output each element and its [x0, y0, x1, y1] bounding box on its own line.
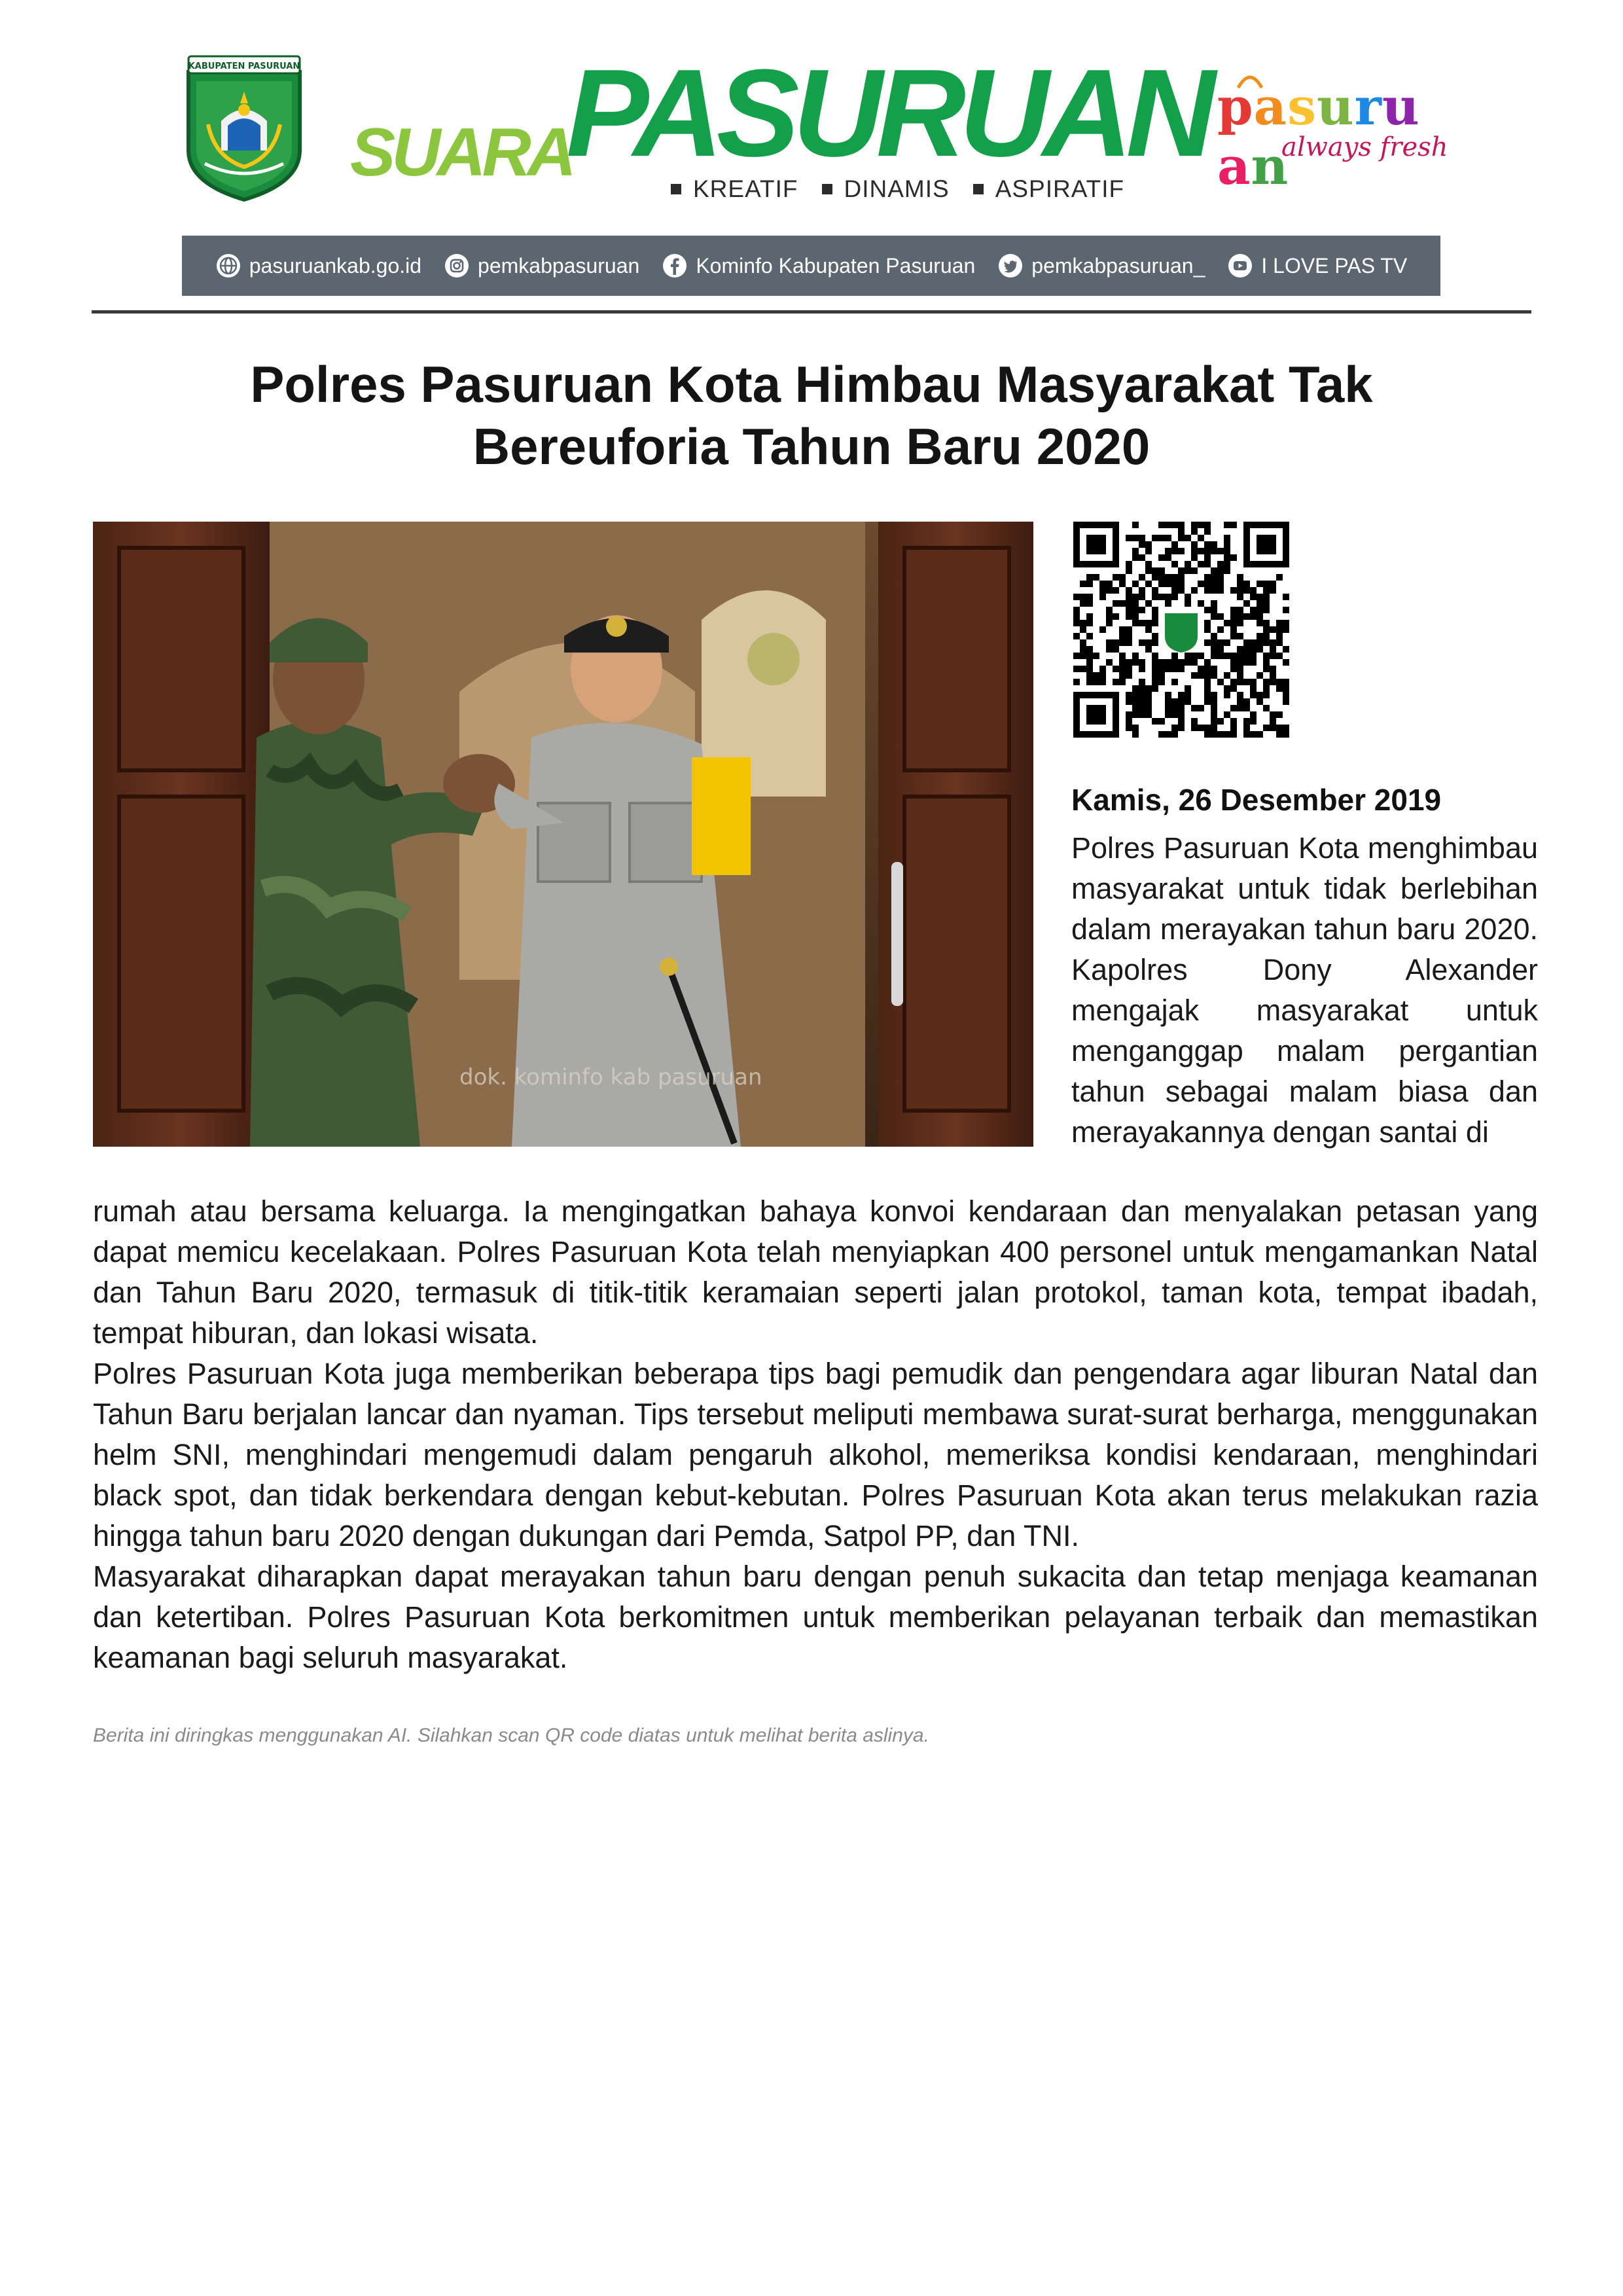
brand-word: pasuruan — [1217, 77, 1420, 196]
social-label: I LOVE PAS TV — [1261, 253, 1408, 278]
masthead-pasuruan: PASURUAN — [566, 44, 1209, 183]
pasuruan-crest-logo — [182, 52, 306, 203]
social-instagram[interactable] — [444, 253, 639, 279]
tagline-item: ASPIRATIF — [995, 175, 1125, 202]
social-label: Kominfo Kabupaten Pasuruan — [696, 253, 976, 278]
title-line-2: Bereuforia Tahun Baru 2020 — [473, 418, 1150, 476]
ai-summary-footnote: Berita ini diringkas menggunakan AI. Silahkan scan QR code diatas untuk melihat berita aslinya. — [93, 1725, 929, 1746]
bullet-square-icon — [822, 184, 832, 194]
body-paragraph: Masyarakat diharapkan dapat merayakan tahun baru dengan penuh sukacita dan tetap menjaga keamanan dan ketertiban. Polres Pasuruan Kota berkomitmen untuk memberikan pelayanan terbaik dan memastikan keamanan bagi seluruh masyarakat. — [93, 1560, 1538, 1674]
bullet-square-icon — [671, 184, 681, 194]
social-bar — [182, 236, 1440, 296]
body-paragraph: Polres Pasuruan Kota juga memberikan beberapa tips bagi pemudik dan pengendara agar liburan Natal dan Tahun Baru berjalan lancar dan nyaman. Tips tersebut meliputi membawa surat-surat berharga, menggunakan helm SNI, menghindari mengemudi dalam pengaruh alkohol, memeriksa kondisi kendaraan, menghindari black spot, dan tidak berkendara dengan kebut-kebutan. Polres Pasuruan Kota akan terus melakukan razia hingga tahun baru 2020 dengan dukungan dari Pemda, Satpol PP, dan TNI. — [93, 1357, 1538, 1552]
social-label: pasuruankab.go.id — [249, 253, 422, 278]
body-paragraph: rumah atau bersama keluarga. Ia mengingatkan bahaya konvoi kendaraan dan menyalakan petasan yang dapat memicu kecelakaan. Polres Pasuruan Kota telah menyiapkan 400 personel untuk mengamankan Natal dan Tahun Baru 2020, termasuk di titik-titik keramaian seperti jalan protokol, taman kota, tempat ibadah, tempat hiburan, dan lokasi wisata. — [93, 1194, 1538, 1350]
twitter-icon — [997, 253, 1024, 279]
article-date: Kamis, 26 Desember 2019 — [1071, 783, 1442, 817]
qr-crest-icon — [1165, 613, 1198, 653]
title-line-1: Polres Pasuruan Kota Himbau Masyarakat Tak — [250, 355, 1373, 413]
article-body — [93, 1191, 1538, 1678]
brand-tagline: always fresh — [1281, 132, 1448, 162]
tagline — [671, 175, 1124, 203]
social-label: pemkabpasuruan — [478, 253, 640, 278]
social-website[interactable] — [215, 253, 421, 279]
crest-text: KABUPATEN PASURUAN — [188, 62, 300, 71]
article-title — [92, 353, 1531, 478]
article-photo — [93, 522, 1033, 1147]
social-twitter[interactable] — [997, 253, 1205, 279]
photo-watermark: dok. kominfo kab pasuruan — [459, 1064, 762, 1090]
globe-icon — [215, 253, 241, 279]
social-facebook[interactable] — [662, 253, 975, 279]
sun-icon — [1237, 71, 1263, 89]
social-label: pemkabpasuruan_ — [1031, 253, 1205, 278]
tagline-item: DINAMIS — [844, 175, 950, 202]
qr-code[interactable] — [1073, 522, 1289, 738]
tagline-item: KREATIF — [693, 175, 798, 202]
masthead — [350, 44, 1209, 211]
pasuruan-always-fresh-logo — [1217, 77, 1453, 196]
youtube-icon — [1227, 253, 1253, 279]
instagram-icon — [444, 253, 470, 279]
social-youtube[interactable] — [1227, 253, 1407, 279]
article-lead: Polres Pasuruan Kota menghimbau masyarakat untuk tidak berlebihan dalam merayakan tahun baru 2020. Kapolres Dony Alexander mengajak masyarakat untuk menganggap malam pergantian tahun sebagai malam biasa dan merayakannya dengan santai di — [1071, 831, 1538, 1149]
bullet-square-icon — [973, 184, 984, 194]
facebook-icon — [662, 253, 688, 279]
header-divider — [92, 310, 1531, 314]
masthead-suara: SUARA — [350, 115, 573, 190]
